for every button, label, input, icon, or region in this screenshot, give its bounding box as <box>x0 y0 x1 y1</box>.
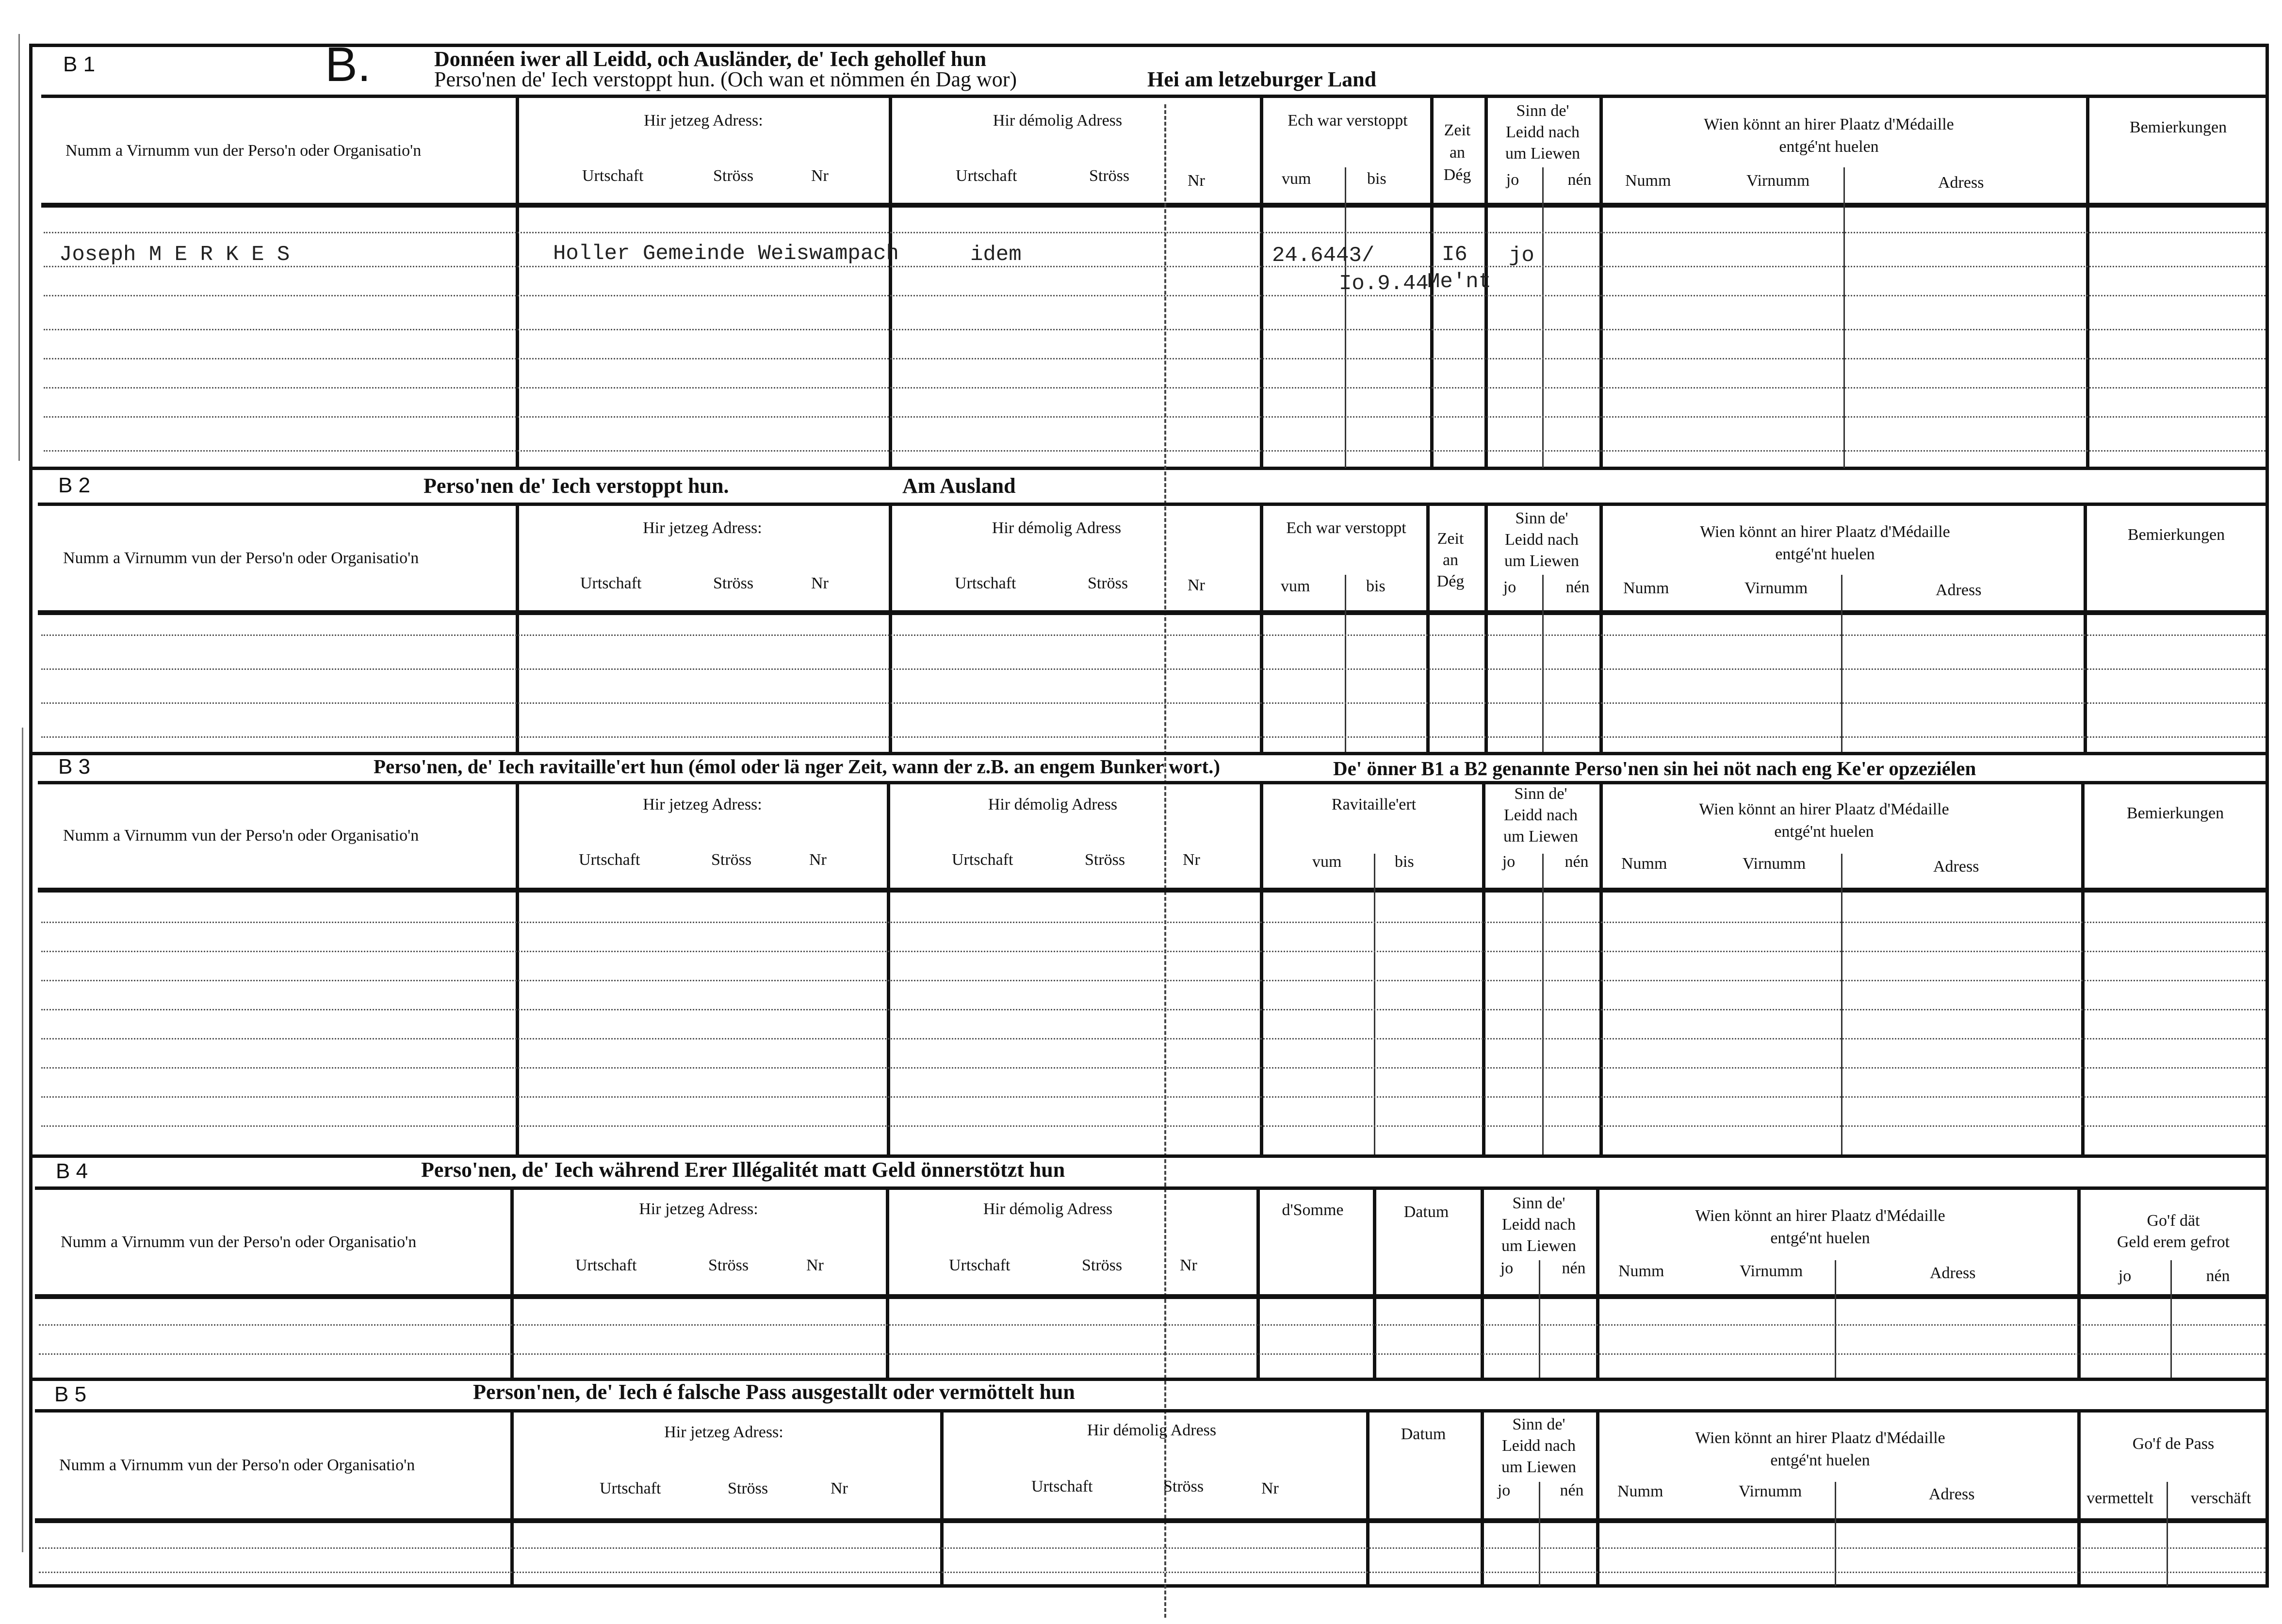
b4-col <box>1481 1186 1484 1380</box>
b3-row-line <box>41 951 2266 952</box>
b2-row-line <box>41 634 2266 636</box>
b4-header-nr-former: Nr <box>1180 1256 1197 1274</box>
b1-header-bis: bis <box>1367 170 1386 188</box>
b3-header-current-address: Hir jetzeg Adress: <box>643 796 762 813</box>
b1-row-line <box>44 232 2266 233</box>
b1-col <box>1260 95 1263 469</box>
b1-header-leidd: Leidd nach <box>1506 123 1580 141</box>
b5-top <box>29 1378 2269 1381</box>
b4-header-nr: Nr <box>806 1256 824 1274</box>
b3-header-bottom <box>38 888 2268 893</box>
b2-title-suffix: Am Ausland <box>902 474 1016 498</box>
b3-row-line <box>41 1038 2266 1039</box>
b5-header-stross-former: Ströss <box>1163 1478 1204 1495</box>
b4-header-numm: Numm <box>1618 1262 1664 1280</box>
b2-header-nr: Nr <box>811 574 829 592</box>
b4-col <box>510 1186 514 1380</box>
b1-header-an: an <box>1449 144 1466 162</box>
b2-header-nen: nén <box>1565 578 1590 596</box>
section-code-b1: B 1 <box>63 52 96 76</box>
b4-header-gof-nen: nén <box>2206 1267 2230 1285</box>
b2-header-virnumm: Virnumm <box>1744 579 1808 597</box>
b3-row-line <box>41 922 2266 923</box>
b4-header-gof-geld2: Geld erem gefrot <box>2117 1233 2230 1251</box>
b1-header-wien2: entgé'nt huelen <box>1779 138 1879 156</box>
b1-header-vum: vum <box>1282 170 1311 188</box>
b2-col <box>1484 503 1488 754</box>
b1-row-line <box>44 329 2266 330</box>
b2-header-stross: Ströss <box>713 574 754 592</box>
b3-title: Perso'nen, de' Iech ravitaille'ert hun (émol oder lä nger Zeit, wann der z.B. an engem Bunker wort.) <box>374 755 1221 778</box>
b2-header-wien2: entgé'nt huelen <box>1775 545 1875 563</box>
b3-header-bemierkungen: Bemierkungen <box>2126 804 2224 822</box>
b5-header-current-address: Hir jetzeg Adress: <box>664 1423 783 1441</box>
b1-header-sinn: Sinn de' <box>1516 102 1569 120</box>
b2-header-bottom <box>38 610 2268 615</box>
b3-row-line <box>41 980 2266 981</box>
b3-col <box>1482 781 1485 1157</box>
b5-row-line <box>39 1572 2266 1573</box>
b3-header-jo: jo <box>1502 853 1516 871</box>
b3-header-ravitailleert: Ravitaille'ert <box>1331 796 1417 813</box>
entry-hidden-from: 24.6443/ <box>1272 244 1375 268</box>
b4-header-bottom <box>35 1294 2268 1299</box>
b1-row-line <box>44 358 2266 359</box>
b5-header-adress: Adress <box>1929 1485 1975 1503</box>
b4-header-virnumm: Virnumm <box>1740 1262 1803 1280</box>
b4-header-name: Numm a Virnumm vun der Perso'n oder Organisatio'n <box>61 1233 417 1251</box>
b1-col <box>1599 95 1603 469</box>
b4-header-nen: nén <box>1562 1259 1586 1277</box>
b2-col <box>1426 503 1430 754</box>
b1-header-nr: Nr <box>811 167 829 185</box>
b4-header-wien1: Wien könnt an hirer Plaatz d'Médaille <box>1695 1207 1945 1225</box>
b5-header-numm: Numm <box>1617 1482 1663 1500</box>
b4-col <box>1596 1186 1599 1380</box>
b3-header-nen: nén <box>1565 853 1589 871</box>
b2-header-jo: jo <box>1503 578 1516 596</box>
b1-row-line <box>44 266 2266 267</box>
b1-header-bemierkungen: Bemierkungen <box>2129 118 2227 136</box>
b4-row-line <box>39 1353 2266 1355</box>
b4-subcol <box>2170 1260 2172 1378</box>
b4-header-datum: Datum <box>1403 1203 1449 1221</box>
b1-header-urtschaft-former: Urtschaft <box>956 167 1017 185</box>
b2-header-leidd: Leidd nach <box>1505 531 1579 549</box>
b3-header-bis: bis <box>1395 853 1414 871</box>
b3-col <box>2081 781 2085 1157</box>
b5-col <box>1366 1409 1369 1588</box>
b1-header-virnumm: Virnumm <box>1746 172 1810 190</box>
b2-col <box>516 503 519 754</box>
b2-subcol <box>1345 575 1346 752</box>
b4-header-current-address: Hir jetzeg Adress: <box>639 1200 758 1218</box>
b2-header-deg: Dég <box>1436 572 1465 590</box>
b3-header-um: um Liewen <box>1503 828 1578 845</box>
b5-header-jo: jo <box>1497 1481 1511 1499</box>
b5-header-nen: nén <box>1560 1481 1584 1499</box>
b1-title-suffix: Hei am letzeburger Land <box>1147 67 1377 91</box>
b1-header-numm: Numm <box>1625 172 1671 190</box>
b2-header-former-address: Hir démolig Adress <box>992 519 1122 537</box>
b5-subcol <box>2167 1482 2168 1586</box>
b5-header-um: um Liewen <box>1501 1458 1576 1476</box>
b1-header-nr-former: Nr <box>1188 172 1205 190</box>
b3-row-line <box>41 1067 2266 1069</box>
b3-subcol <box>1841 854 1842 1154</box>
b1-header-zeit: Zeit <box>1444 121 1471 139</box>
b5-header-urtschaft-former: Urtschaft <box>1031 1478 1093 1495</box>
b1-header-top <box>41 95 2268 98</box>
b5-header-gof-pass: Go'f de Pass <box>2132 1435 2215 1453</box>
b4-header-former-address: Hir démolig Adress <box>983 1200 1113 1218</box>
b5-header-nr-former: Nr <box>1261 1479 1279 1497</box>
entry-hidden-until: Io.9.44 <box>1339 272 1429 296</box>
b2-header-vum: vum <box>1281 577 1310 595</box>
b4-col <box>2077 1186 2081 1380</box>
b3-header-adress: Adress <box>1933 858 1979 876</box>
b2-header-hidden: Ech war verstoppt <box>1286 519 1406 537</box>
b4-header-um: um Liewen <box>1501 1237 1576 1255</box>
b2-header-nr-former: Nr <box>1188 576 1205 594</box>
b2-header-um: um Liewen <box>1504 552 1579 570</box>
b5-header-datum: Datum <box>1401 1425 1446 1443</box>
b2-header-current-address: Hir jetzeg Adress: <box>643 519 762 537</box>
b2-header-adress: Adress <box>1936 581 1982 599</box>
center-fold <box>1164 104 1166 1618</box>
b1-col <box>2086 95 2089 469</box>
section-code-b4: B 4 <box>56 1159 88 1183</box>
b3-subcol <box>1374 854 1375 1154</box>
b1-header-hidden: Ech war verstoppt <box>1288 112 1408 130</box>
b2-col <box>1260 503 1263 754</box>
b3-header-urtschaft: Urtschaft <box>579 851 640 869</box>
b1-header-nen: nén <box>1567 171 1592 189</box>
b1-header-bottom <box>41 203 2268 208</box>
b4-header-top <box>35 1186 2268 1190</box>
section-code-b2: B 2 <box>58 473 91 497</box>
b2-header-numm: Numm <box>1623 579 1669 597</box>
entry-days-note: Me'nt <box>1427 270 1492 294</box>
b2-col <box>1599 503 1603 754</box>
b2-header-an: an <box>1442 551 1459 569</box>
entry-alive-yes: jo <box>1509 244 1534 268</box>
b4-subcol <box>1835 1260 1836 1378</box>
b2-header-bemierkungen: Bemierkungen <box>2127 526 2225 544</box>
b2-header-wien1: Wien könnt an hirer Plaatz d'Médaille <box>1700 523 1950 541</box>
b1-header-jo: jo <box>1506 171 1519 189</box>
b3-subcol <box>1542 854 1544 1154</box>
b2-row-line <box>41 736 2266 738</box>
b1-header-stross: Ströss <box>713 167 754 185</box>
b4-header-adress: Adress <box>1930 1264 1976 1282</box>
b3-header-top <box>38 781 2268 784</box>
b2-row-line <box>41 702 2266 704</box>
b4-header-stross-former: Ströss <box>1082 1256 1123 1274</box>
b1-row-line <box>44 450 2266 452</box>
b1-subcol <box>1542 167 1544 468</box>
b5-col <box>1596 1409 1599 1588</box>
b4-header-somme: d'Somme <box>1282 1201 1344 1219</box>
b2-top <box>29 467 2269 470</box>
entry-days: I6 <box>1442 243 1467 267</box>
b1-col <box>516 95 519 469</box>
b4-header-jo: jo <box>1500 1259 1514 1277</box>
b4-header-gof-jo: jo <box>2118 1267 2132 1285</box>
b4-header-leidd: Leidd nach <box>1502 1216 1576 1234</box>
b4-header-urtschaft: Urtschaft <box>575 1256 637 1274</box>
b3-row-line <box>41 1096 2266 1098</box>
b4-col <box>1373 1186 1376 1380</box>
b1-header-wien1: Wien könnt an hirer Plaatz d'Médaille <box>1704 115 1954 133</box>
b5-header-bottom <box>35 1518 2268 1523</box>
entry-current-address: Holler Gemeinde Weiswampach <box>553 242 899 266</box>
b5-subcol <box>1835 1482 1836 1586</box>
entry-former-address: idem <box>970 243 1022 267</box>
b5-header-wien2: entgé'nt huelen <box>1770 1451 1870 1469</box>
b4-top <box>29 1154 2269 1158</box>
b3-header-name: Numm a Virnumm vun der Perso'n oder Organisatio'n <box>63 827 419 844</box>
b3-header-nr-former: Nr <box>1183 851 1200 869</box>
b5-header-sinn: Sinn de' <box>1512 1415 1565 1433</box>
margin-mark <box>22 728 23 1552</box>
b1-row-line <box>44 387 2266 389</box>
b5-header-top <box>35 1409 2268 1413</box>
b2-title: Perso'nen de' Iech verstoppt hun. <box>424 474 729 498</box>
b4-subcol <box>1539 1260 1540 1378</box>
b4-header-stross: Ströss <box>708 1256 749 1274</box>
b4-title: Perso'nen, de' Iech während Erer Illégalitét matt Geld önnerstötzt hun <box>421 1158 1065 1182</box>
b3-header-nr: Nr <box>809 851 827 869</box>
b1-header-stross-former: Ströss <box>1089 167 1130 185</box>
b4-header-gof-geld1: Go'f dät <box>2147 1212 2200 1230</box>
b2-header-stross-former: Ströss <box>1088 574 1128 592</box>
b3-title-suffix: De' önner B1 a B2 genannte Perso'nen sin hei nöt nach eng Ke'er opzeziélen <box>1333 757 1976 780</box>
b5-subcol <box>1539 1482 1540 1586</box>
b1-header-former-address: Hir démolig Adress <box>993 112 1123 130</box>
b3-col <box>516 781 519 1157</box>
b5-header-nr: Nr <box>831 1479 848 1497</box>
b5-header-leidd: Leidd nach <box>1502 1437 1576 1455</box>
b1-title-line1: Donnéen iwer all Leidd, och Ausländer, de' Iech gehollef hun <box>434 47 987 71</box>
b1-col <box>889 95 892 469</box>
b5-col <box>2077 1409 2081 1588</box>
b3-col <box>1260 781 1263 1157</box>
b4-col <box>1256 1186 1260 1380</box>
b5-header-former-address: Hir démolig Adress <box>1087 1421 1217 1439</box>
b3-header-wien2: entgé'nt huelen <box>1774 823 1874 841</box>
entry-name: Joseph M E R K E S <box>59 243 290 267</box>
b3-col <box>887 781 890 1157</box>
b1-header-urtschaft: Urtschaft <box>582 167 644 185</box>
b3-header-numm: Numm <box>1621 855 1667 873</box>
b3-row-line <box>41 1125 2266 1127</box>
b2-header-urtschaft-former: Urtschaft <box>955 574 1016 592</box>
b2-subcol <box>1542 575 1544 752</box>
b5-header-virnumm: Virnumm <box>1739 1482 1802 1500</box>
b2-header-bis: bis <box>1366 577 1386 595</box>
b2-subcol <box>1841 575 1842 752</box>
b3-header-urtschaft-former: Urtschaft <box>952 851 1013 869</box>
b3-header-stross-former: Ströss <box>1085 851 1125 869</box>
b2-header-zeit: Zeit <box>1437 530 1464 548</box>
b3-header-vum: vum <box>1312 853 1342 871</box>
b2-header-top <box>38 503 2268 506</box>
b5-header-urtschaft: Urtschaft <box>600 1479 661 1497</box>
b1-row-line <box>44 295 2266 296</box>
b5-col <box>510 1409 514 1588</box>
b1-subcol <box>1843 167 1845 468</box>
b5-header-vermettelt: vermettelt <box>2086 1489 2153 1507</box>
b1-header-current-address: Hir jetzeg Adress: <box>644 112 763 130</box>
b5-header-wien1: Wien könnt an hirer Plaatz d'Médaille <box>1695 1429 1945 1447</box>
b2-header-sinn: Sinn de' <box>1515 509 1568 527</box>
b5-header-verschaft: verschäft <box>2190 1489 2251 1507</box>
b3-header-leidd: Leidd nach <box>1504 806 1578 824</box>
section-code-b5: B 5 <box>54 1382 87 1406</box>
margin-mark <box>18 34 20 461</box>
b4-header-wien2: entgé'nt huelen <box>1770 1229 1870 1247</box>
b5-title: Person'nen, de' Iech é falsche Pass ausgestallt oder vermöttelt hun <box>473 1380 1075 1404</box>
b3-header-stross: Ströss <box>711 851 752 869</box>
section-code-b3: B 3 <box>58 755 91 779</box>
b3-header-former-address: Hir démolig Adress <box>988 796 1118 813</box>
b1-header-adress: Adress <box>1938 174 1984 192</box>
b3-header-sinn: Sinn de' <box>1514 785 1567 803</box>
b2-col <box>2084 503 2087 754</box>
section-big-letter: B. <box>325 37 371 92</box>
b3-row-line <box>41 1009 2266 1010</box>
b4-header-urtschaft-former: Urtschaft <box>949 1256 1011 1274</box>
b3-header-virnumm: Virnumm <box>1743 855 1806 873</box>
b5-header-stross: Ströss <box>728 1479 768 1497</box>
b2-col <box>889 503 892 754</box>
b4-col <box>886 1186 889 1380</box>
b1-title-line2: Perso'nen de' Iech verstoppt hun. (Och wan et nömmen én Dag wor) <box>434 67 1017 91</box>
b5-row-line <box>39 1547 2266 1549</box>
b2-header-urtschaft: Urtschaft <box>580 574 642 592</box>
b5-col <box>940 1409 944 1588</box>
b1-header-deg: Dég <box>1443 166 1471 184</box>
b2-row-line <box>41 668 2266 670</box>
b3-col <box>1599 781 1603 1157</box>
b5-col <box>1481 1409 1484 1588</box>
b3-header-wien1: Wien könnt an hirer Plaatz d'Médaille <box>1699 800 1949 818</box>
b4-row-line <box>39 1324 2266 1326</box>
b1-subcol <box>1345 167 1346 468</box>
b5-header-name: Numm a Virnumm vun der Perso'n oder Organisatio'n <box>59 1456 415 1474</box>
b1-header-um: um Liewen <box>1505 145 1580 162</box>
b1-header-name: Numm a Virnumm vun der Perso'n oder Organisatio'n <box>65 142 422 160</box>
b2-header-name: Numm a Virnumm vun der Perso'n oder Organisatio'n <box>63 549 419 567</box>
b1-row-line <box>44 416 2266 418</box>
b4-header-sinn: Sinn de' <box>1512 1194 1565 1212</box>
